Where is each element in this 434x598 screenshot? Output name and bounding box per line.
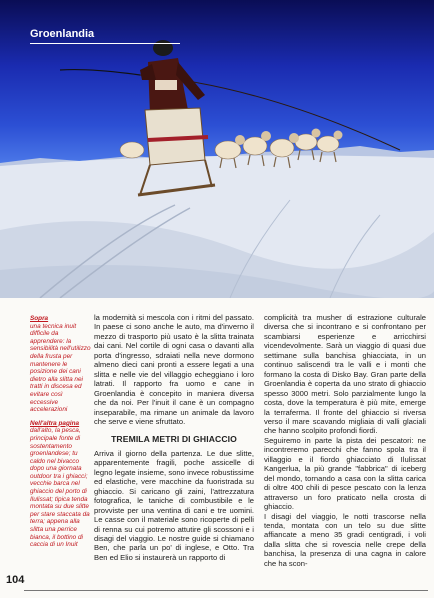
caption-other-page-lead: Nell'altra pagina <box>30 419 80 427</box>
article-column-right <box>264 313 426 568</box>
article-paragraph: I disagi del viaggio, le notti trascorse nella tenda, montata con un telo su due slitte affiancate a meno 35 gradi centigradi, i voli dalla slitta che si rovescia nelle crepe della banchisa, la presenza di una cagna in calore che ha scon- <box>264 511 426 568</box>
caption-top-text: una tecnica inuit difficile da apprendere: la sensibilità nell'utilizzo della frusta per mantenere le posizione dei cani dietro alla slitta nei tratti in discesa ed evitare così eccessive accelerazioni <box>30 322 91 414</box>
photo-captions <box>30 315 92 555</box>
caption-top <box>30 315 92 414</box>
article-paragraph: Seguiremo in parte la pista dei pescatori: ne incontreremo parecchi che fanno spola tra il villaggio e il fiordo ghiacciato di Ilulissat Kangerlua, la più grande "fabbrica" di iceberg del mondo, tornando a casa con la slitta carica di oltre 400 chili di pesce pescato con la lenza attraverso un foro praticato nella crosta di ghiaccio. <box>264 435 426 512</box>
caption-other-page-text: dall'alto, la pesca, principale fonte di sostentamento groenlandese; tu caldo nel bivacco dopo una giornata outdoor tra i ghiacci; vecchie barca nel ghiaccio del porto di Ilulissat; tipica tenda montata su due slitte per stare staccata da terra; appena alla slitta una perrice bianca, il bottino di caccia di un Inuit <box>30 427 90 549</box>
article-subheading: TREMILA METRI DI GHIACCIO <box>111 434 237 445</box>
sled-dog-illustration <box>0 0 434 298</box>
page-number: 104 <box>6 574 25 586</box>
caption-top-lead: Sopra <box>30 315 49 322</box>
article-column-middle <box>94 313 254 562</box>
article-paragraph: la modernità si mescola con i ritmi del passato. In paese ci sono anche le auto, ma d'inverno il mezzo di trasporto più usato è la slitta trainata dai cani. Nel cortile di ogni casa o davanti alla porta d'ingresso, sdraiati nella neve dormono almeno dieci cani pronti a essere legati a una slitta e nelle vie del villaggio echeggiano i loro latrati. Il rapporto fra uomo e cane in Groenlandia è concepito in maniera diversa che da noi. Per l'inuit il cane è un compagno inseparabile, ma rimane un animale da lavoro che serve e viene sfruttato. <box>94 313 254 426</box>
sled-dog-photo <box>0 0 434 298</box>
caption-other-page <box>30 420 92 549</box>
section-title: Groenlandia <box>30 28 180 44</box>
article-paragraph: Arriva il giorno della partenza. Le due slitte, apparentemente fragili, poche assicelle di legno legate insieme, sono invece robustissime ed elastiche, vere macchine da fuoristrada su ghiaccio. Si caricano gli zaini, l'attrezzatura fotografica, le taniche di combustibile e le provviste per una ventina di cani e tre uomini. Le casse con il materiale sono ricoperte di pelli di renna su cui potremo attutire gli scossoni e i disagi del viaggio. Le nostre guide si chiamano Ben, che parla un po' di inglese, e Otto. Tra Ben ed Elio si instaurerà un rapporto di <box>94 448 254 562</box>
footer-rule <box>24 590 428 591</box>
article-paragraph: complicità tra musher di estrazione culturale diversa che si incontrano e si confrontano per scambiarsi esperienze e arricchirsi vicendevolmente. Sarà un viaggio di quasi due settimane sulla banchisa ghiacciata, in un continuo saliscendi tra le valli e i monti che formano la costa di Disko Bay. Gran parte della Groenlandia è coperta da uno strato di ghiaccio spesso 3000 metri. Solo parzialmente lungo la costa, dove la temperatura è più mite, emerge la terraferma. Il fronte del ghiaccio si riversa verso il mare scavando migliaia di valli glaciali che hanno scolpito profondi fiordi. <box>264 313 426 436</box>
